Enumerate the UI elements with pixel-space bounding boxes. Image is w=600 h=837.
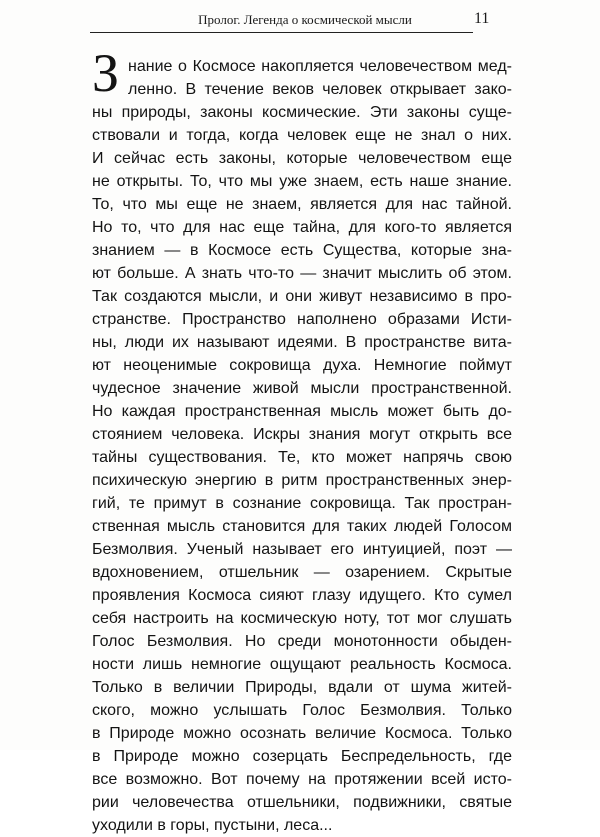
text-line: Только в величии Природы, вдали от шума житей- xyxy=(92,679,512,696)
text-line: не открыты. То, что мы уже знаем, есть наше знание. xyxy=(92,173,512,190)
text-line: рии человечества отшельники, подвижники, святые xyxy=(92,794,512,811)
page-number: 11 xyxy=(474,10,490,27)
text-line: ности лишь немногие ощущают реальность Космоса. xyxy=(92,656,512,673)
text-line: ют неоценимые сокровища духа. Немногие поймут xyxy=(92,357,512,374)
text-line: ственная мысль становится для таких людей Голосом xyxy=(92,518,512,535)
text-line: То, что мы еще не знаем, является для нас тайной. xyxy=(92,196,512,213)
text-line: психическую энергию в ритм пространственных энер- xyxy=(92,472,512,489)
text-line: тайны существования. Те, кто может напрячь свою xyxy=(92,449,512,466)
text-line: все возможно. Вот почему на протяжении всей исто- xyxy=(92,771,512,788)
drop-cap: З xyxy=(92,43,120,103)
text-line: чудесное значение живой мысли пространственной. xyxy=(92,380,512,397)
text-line: знанием — в Космосе есть Существа, которые зна- xyxy=(92,242,512,259)
text-line: странстве. Пространство наполнено образами Исти- xyxy=(92,311,512,328)
text-line: вдохновением, отшельник — озарением. Скрытые xyxy=(92,564,512,581)
text-line: ны природы, законы космические. Эти законы суще- xyxy=(92,104,512,121)
text-line: ют больше. А знать что-то — значит мыслить об этом. xyxy=(92,265,512,282)
text-line: уходили в горы, пустыни, леса... xyxy=(92,817,333,834)
text-line: ны, люди их называют идеями. В пространстве вита- xyxy=(92,334,512,351)
text-line: Так создаются мысли, и они живут независимо в про- xyxy=(92,288,512,305)
text-line: И сейчас есть законы, которые человечеством еще xyxy=(92,150,512,167)
text-line: проявления Космоса сияют глазу идущего. Кто сумел xyxy=(92,587,512,604)
text-line: ленно. В течение веков человек открывает зако- xyxy=(128,81,512,98)
text-line: ского, можно услышать Голос Безмолвия. Только xyxy=(92,702,512,719)
text-line: Голос Безмолвия. Но среди монотонности обыден- xyxy=(92,633,512,650)
text-line: стоянием человека. Искры знания могут открыть все xyxy=(92,426,512,443)
text-line: себя настроить на космическую ноту, тот мог слушать xyxy=(92,610,512,627)
text-line: Безмолвия. Ученый называет его интуицией, поэт — xyxy=(92,541,512,558)
body-text xyxy=(92,55,512,837)
text-line: в Природе можно осознать величие Космоса. Только xyxy=(92,725,512,742)
text-line: ствовали и тогда, когда человек еще не знал о них. xyxy=(92,127,512,144)
text-line: гий, те примут в сознание сокровища. Так простран- xyxy=(92,495,512,512)
text-line: нание о Космосе накопляется человечеством мед- xyxy=(128,58,512,75)
text-line: Но каждая пространственная мысль может быть до- xyxy=(92,403,512,420)
text-line: Но то, что для нас еще тайна, для кого-то является xyxy=(92,219,512,236)
text-line: в Природе можно созерцать Беспредельность, где xyxy=(92,748,512,765)
running-header: Пролог. Легенда о космической мысли xyxy=(198,12,412,27)
header-rule xyxy=(90,32,473,33)
